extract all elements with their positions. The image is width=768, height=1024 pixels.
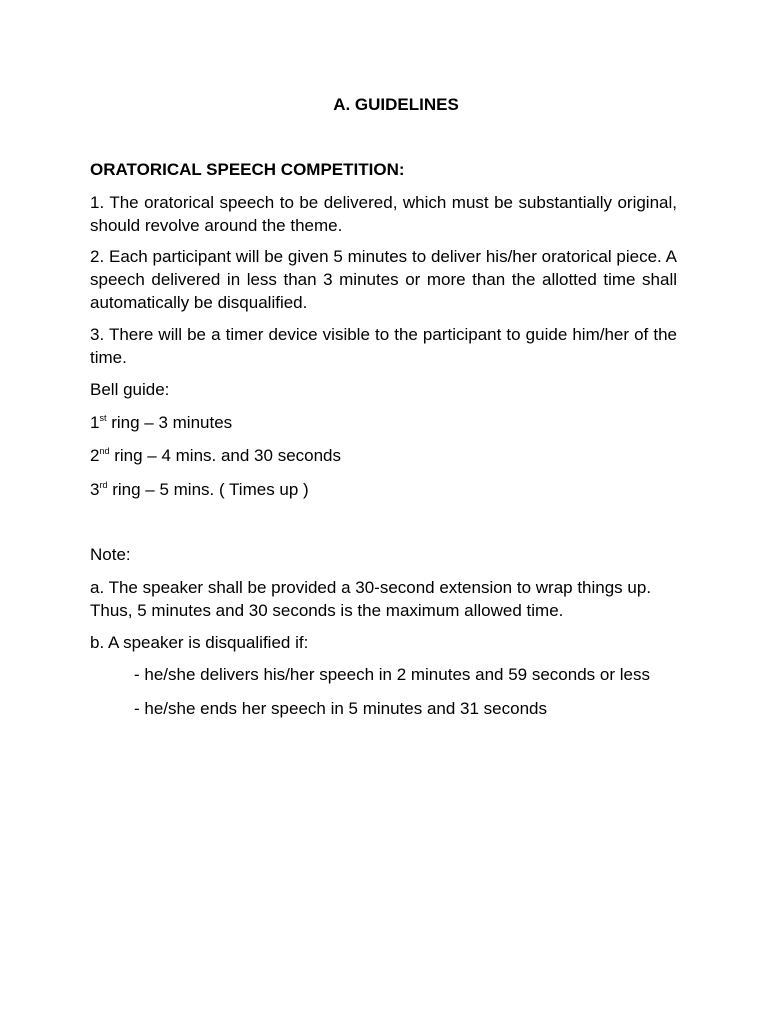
note-label: Note:: [90, 545, 131, 564]
ring-ordinal-suffix: nd: [99, 446, 110, 456]
rule-3: 3. There will be a timer device visible to the participant to guide him/her of the time.: [90, 325, 677, 367]
ring-text: ring – 5 mins. ( Times up ): [107, 480, 309, 499]
page-title: A. GUIDELINES: [333, 95, 459, 114]
ring-text: ring – 3 minutes: [106, 413, 233, 432]
bell-ring-2: [90, 444, 677, 467]
note-b: b. A speaker is disqualified if:: [90, 633, 309, 652]
section-heading: ORATORICAL SPEECH COMPETITION:: [90, 160, 405, 179]
ring-ordinal-suffix: st: [99, 413, 107, 423]
ring-ordinal-suffix: rd: [99, 480, 108, 490]
ring-number: 2: [90, 446, 100, 465]
ring-number: 1: [90, 413, 100, 432]
note-a: a. The speaker shall be provided a 30-second extension to wrap things up. Thus, 5 minutes and 30 seconds is the maximum allowed time.: [90, 578, 652, 620]
bell-ring-1: [90, 411, 677, 434]
ring-text: ring – 4 mins. and 30 seconds: [109, 446, 342, 465]
bell-ring-3: [90, 478, 677, 501]
ring-number: 3: [90, 480, 100, 499]
rule-2: 2. Each participant will be given 5 minutes to deliver his/her oratorical piece. A speech delivered in less than 3 minutes or more than the allotted time shall automatically be disqualified.: [90, 247, 677, 312]
disqualification-item-1: - he/she delivers his/her speech in 2 minutes and 59 seconds or less: [134, 665, 650, 684]
disqualification-item-2: - he/she ends her speech in 5 minutes and 31 seconds: [134, 699, 547, 718]
rule-1: 1. The oratorical speech to be delivered, which must be substantially original, should revolve around the theme.: [90, 193, 677, 235]
bell-guide-label: Bell guide:: [90, 380, 170, 399]
